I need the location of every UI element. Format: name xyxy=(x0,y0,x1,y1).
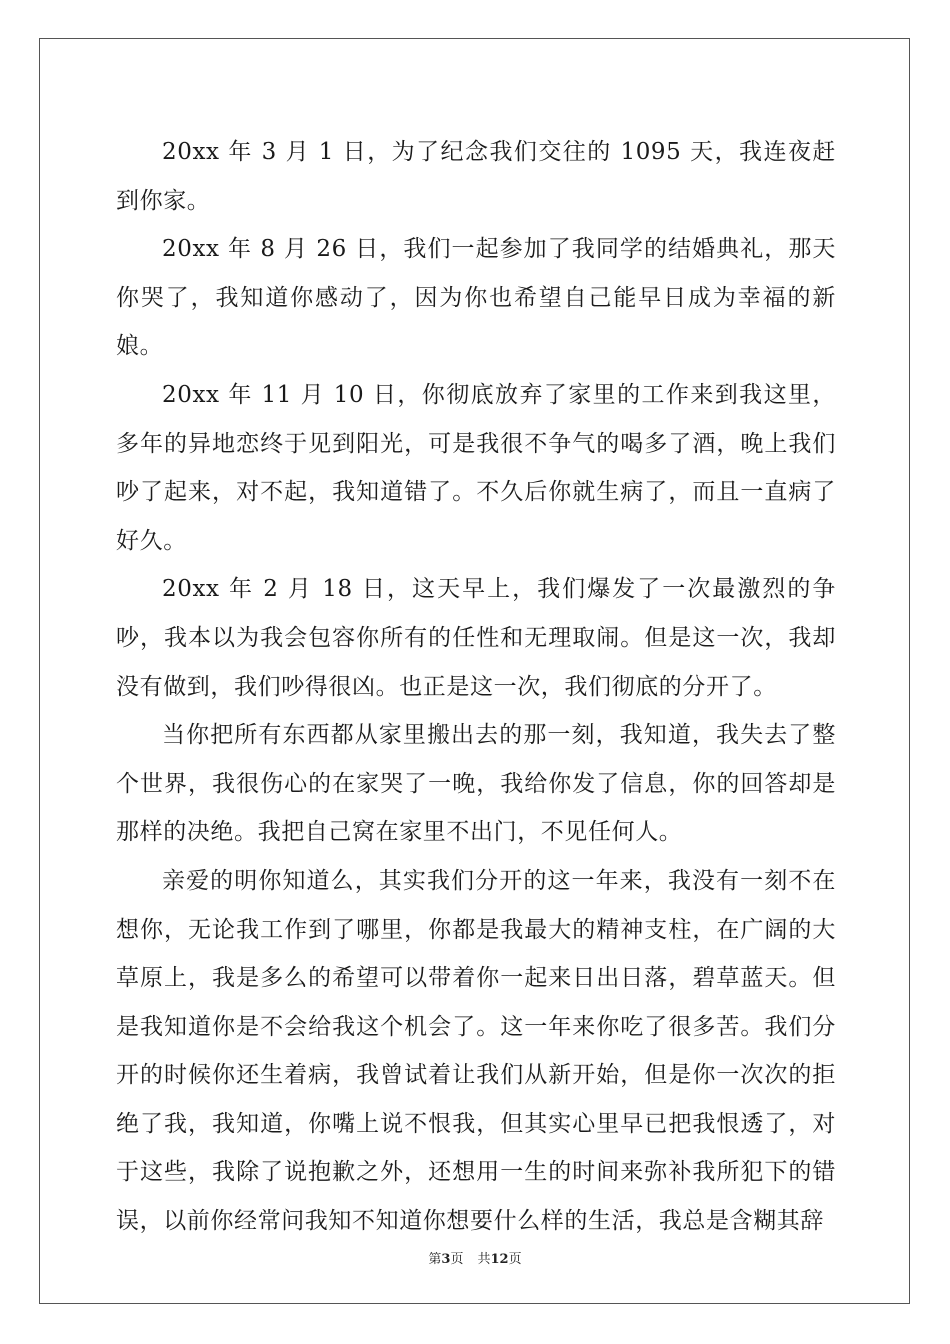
paragraph-6: 亲爱的明你知道么，其实我们分开的这一年来，我没有一刻不在想你，无论我工作到了哪里，你都是我最大的精神支柱，在广阔的大草原上，我是多么的希望可以带着你一起来日出日落，碧草蓝天。但是我知道你是不会给我这个机会了。这一年来你吃了很多苦。我们分开的时候你还生着病，我曾试着让我们从新开始，但是你一次次的拒绝了我，我知道，你嘴上说不恨我，但其实心里早已把我恨透了，对于这些，我除了说抱歉之外，还想用一生的时间来弥补我所犯下的错误，以前你经常问我知不知道你想要什么样的生活，我总是含糊其辞 xyxy=(116,867,836,1235)
paragraph-5: 当你把所有东西都从家里搬出去的那一刻，我知道，我失去了整个世界，我很伤心的在家哭了一晚，我给你发了信息，你的回答却是那样的决绝。我把自己窝在家里不出门，不见任何人。 xyxy=(116,722,836,846)
paragraph-2: 20xx 年 8 月 26 日，我们一起参加了我同学的结婚典礼，那天你哭了，我知道你感动了，因为你也希望自己能早日成为幸福的新娘。 xyxy=(116,236,836,360)
page-unit: 页 xyxy=(450,1252,464,1267)
paragraph-1: 20xx 年 3 月 1 日，为了纪念我们交往的 1095 天，我连夜赶到你家。 xyxy=(116,139,836,214)
page-total: 12 xyxy=(490,1252,509,1267)
document-body xyxy=(116,128,836,1246)
page-footer xyxy=(0,1248,950,1267)
page-current: 3 xyxy=(441,1252,451,1267)
page-prefix: 第 xyxy=(428,1252,442,1267)
paragraph-4: 20xx 年 2 月 18 日，这天早上，我们爆发了一次最激烈的争吵，我本以为我会包容你所有的任性和无理取闹。但是这一次，我却没有做到，我们吵得很凶。也正是这一次，我们彻底的分开了。 xyxy=(116,576,836,700)
total-prefix: 共 xyxy=(477,1252,491,1267)
total-unit: 页 xyxy=(508,1252,522,1267)
paragraph-3: 20xx 年 11 月 10 日，你彻底放弃了家里的工作来到我这里，多年的异地恋终于见到阳光，可是我很不争气的喝多了酒，晚上我们吵了起来，对不起，我知道错了。不久后你就生病了，而且一直病了好久。 xyxy=(116,381,836,554)
